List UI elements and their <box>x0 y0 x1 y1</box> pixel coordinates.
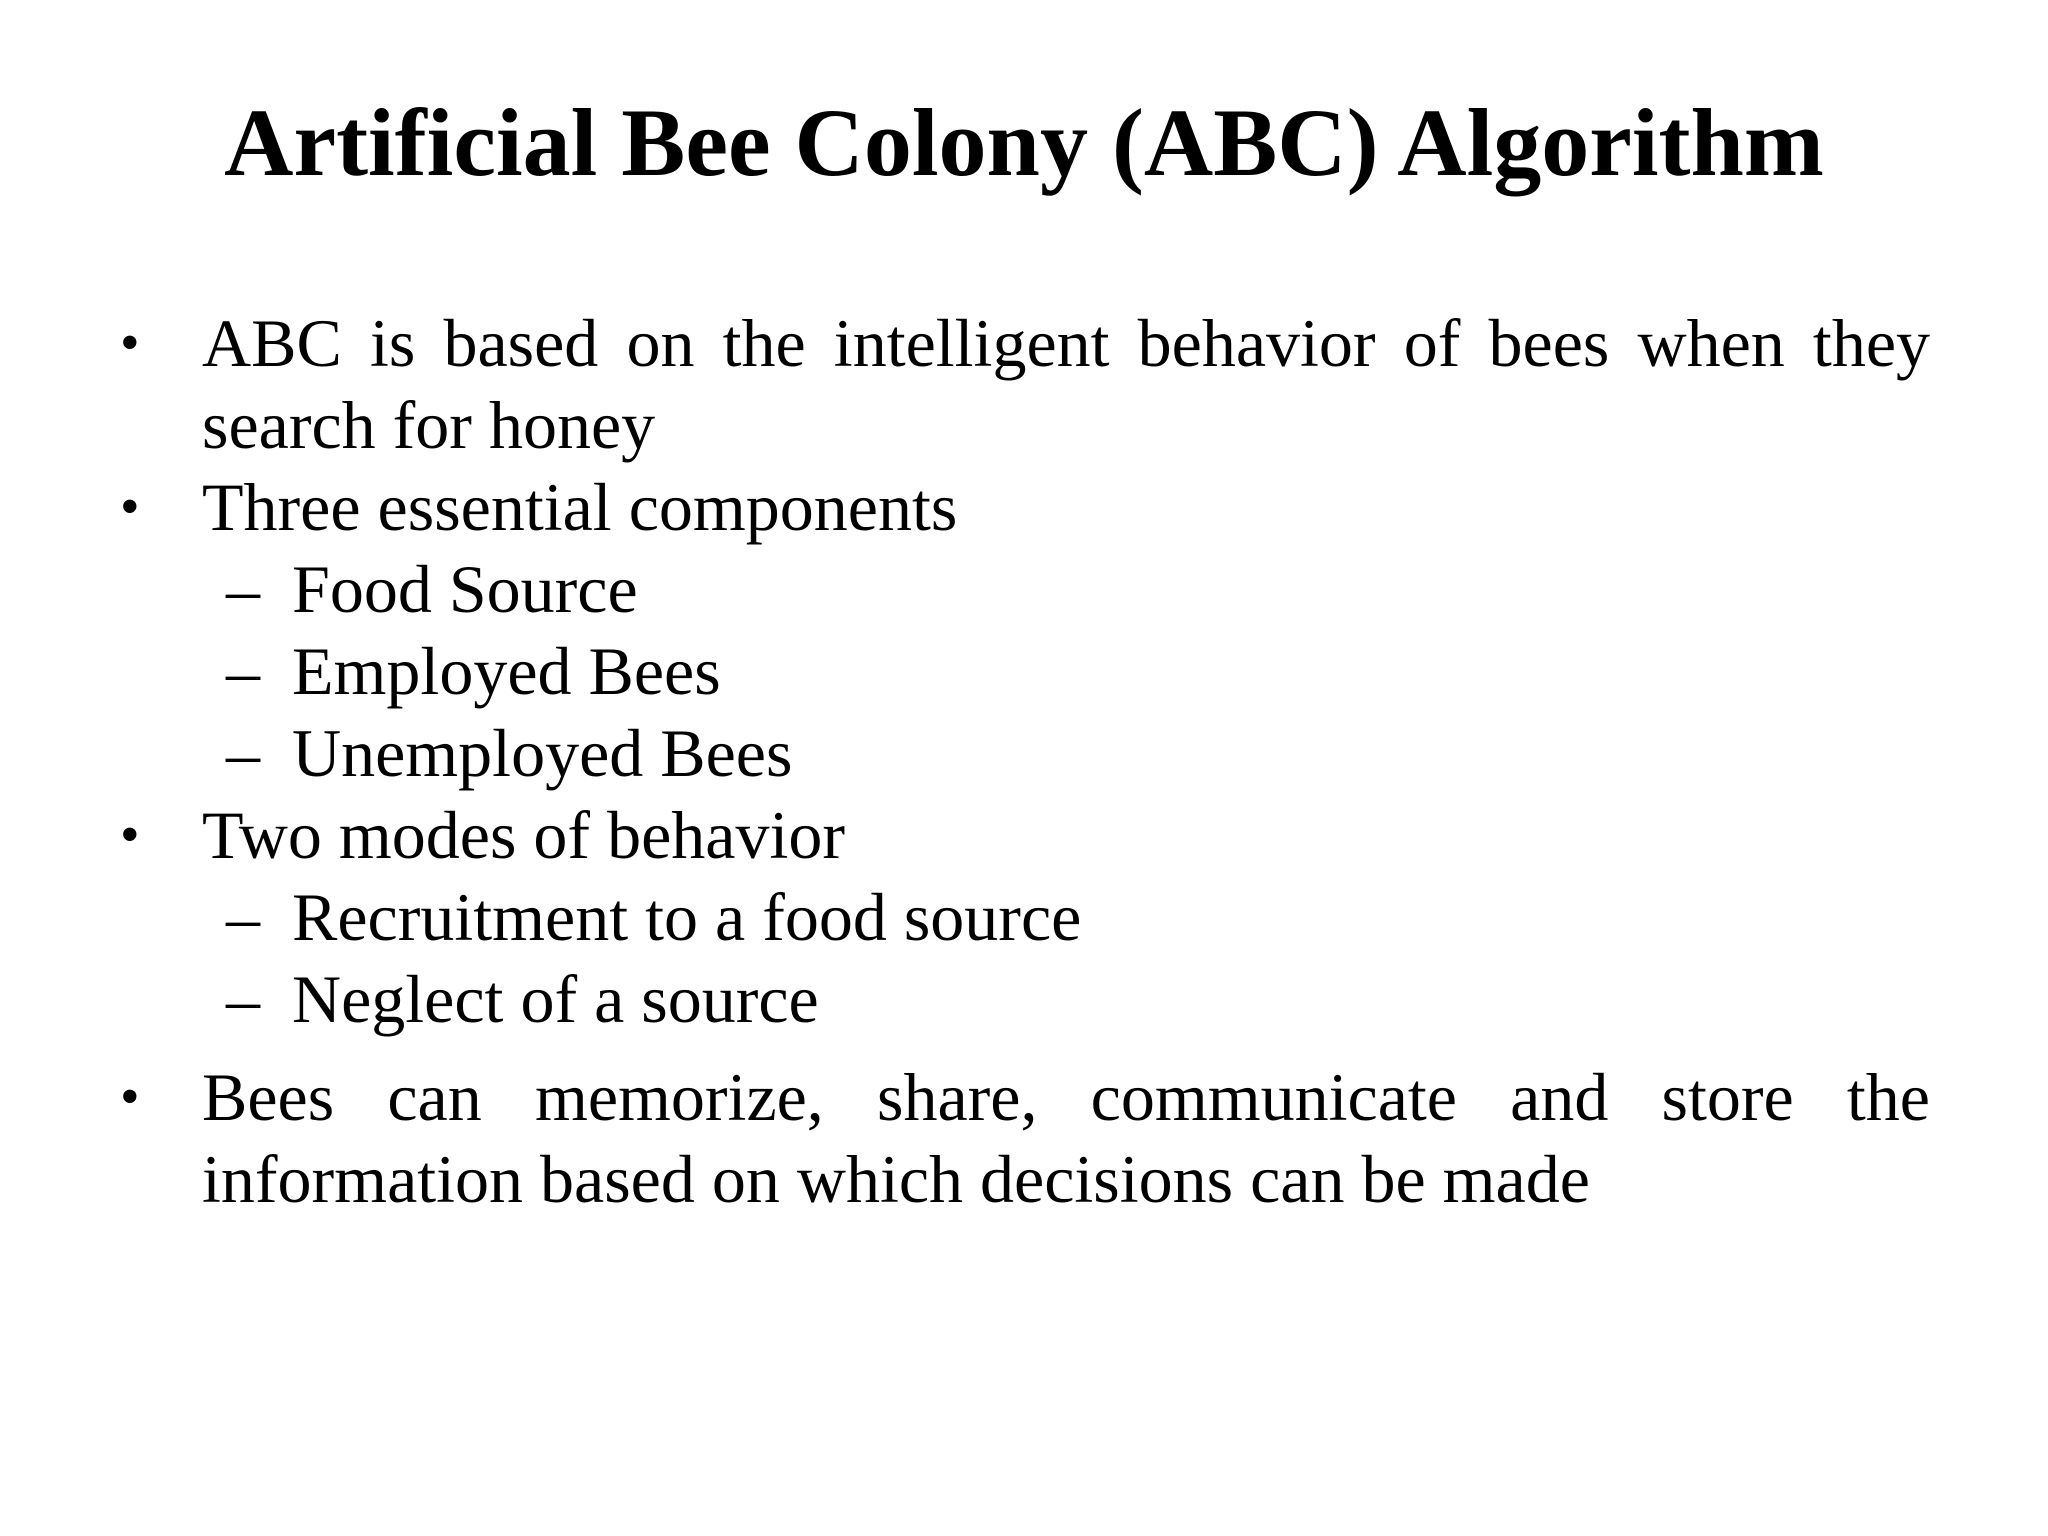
sub-item-text: Neglect of a source <box>292 961 819 1037</box>
bullet-text: Three essential components <box>202 469 958 545</box>
bullet-text: ABC is based on the intelligent behavior of bees when they search for honey <box>202 305 1930 463</box>
dash-icon: – <box>226 879 260 955</box>
sub-item <box>120 876 1930 958</box>
dash-icon: – <box>226 961 260 1037</box>
sub-item <box>120 548 1930 630</box>
bullet-item <box>120 302 1930 466</box>
sub-item <box>120 630 1930 712</box>
bullet-item <box>120 1056 1930 1220</box>
bullet-dot-icon: • <box>120 1066 140 1128</box>
sub-item-text: Food Source <box>292 551 638 627</box>
bullet-text: Two modes of behavior <box>202 797 845 873</box>
bullet-text: Bees can memorize, share, communicate and store the information based on which decisions can be made <box>202 1059 1930 1217</box>
bullet-item <box>120 466 1930 548</box>
sub-item-text: Recruitment to a food source <box>292 879 1082 955</box>
bullet-list <box>120 302 1930 1220</box>
dash-icon: – <box>226 715 260 791</box>
bullet-dot-icon: • <box>120 312 140 374</box>
sub-item-text: Unemployed Bees <box>292 715 793 791</box>
bullet-dot-icon: • <box>120 476 140 538</box>
bullet-dot-icon: • <box>120 804 140 866</box>
sub-item-text: Employed Bees <box>292 633 721 709</box>
dash-icon: – <box>226 551 260 627</box>
sub-item <box>120 712 1930 794</box>
bullet-item <box>120 794 1930 876</box>
sub-item <box>120 958 1930 1040</box>
slide-title: Artificial Bee Colony (ABC) Algorithm <box>224 89 1824 196</box>
dash-icon: – <box>226 633 260 709</box>
